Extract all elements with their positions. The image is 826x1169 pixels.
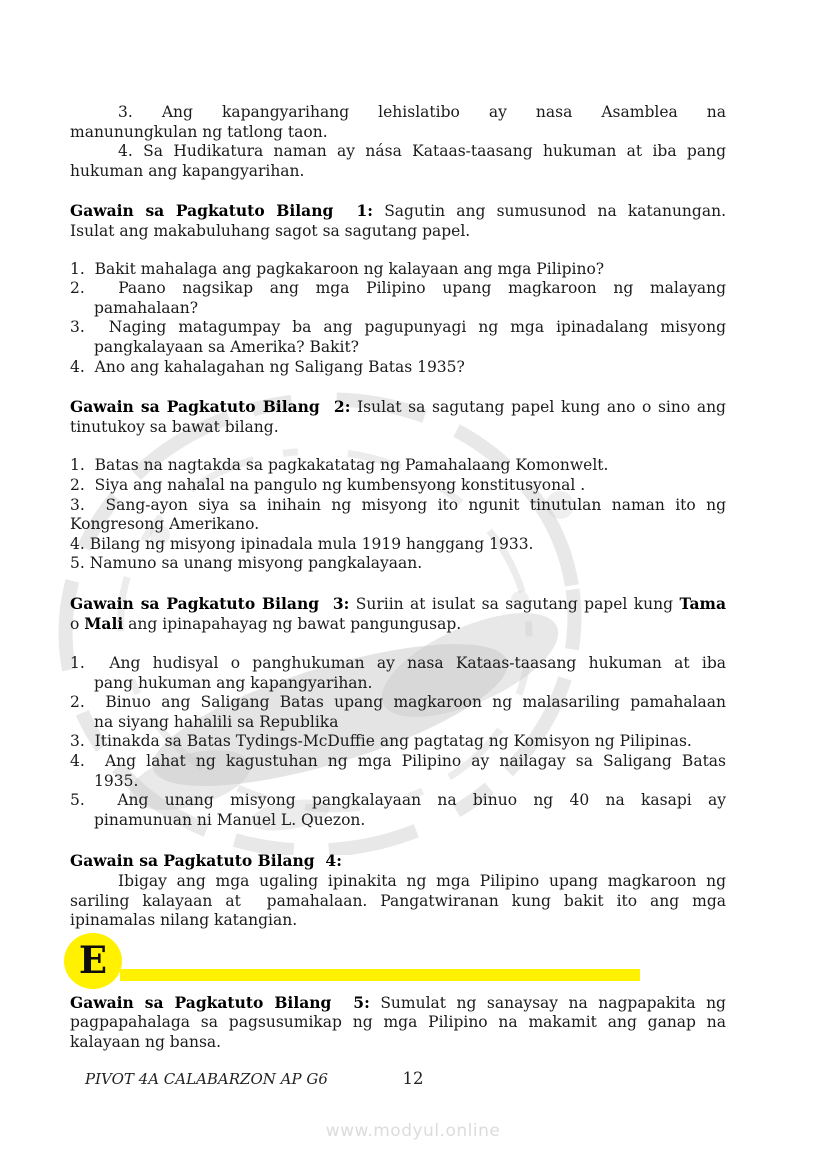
paragraph-line: ipinamalas nilang katangian. [70,911,298,930]
list-item-line: Kongresong Amerikano. [70,515,260,534]
list-item-line: 3. Itinakda sa Batas Tydings-McDuffie ang pagtatag ng Komisyon ng Pilipinas. [70,732,692,751]
intro-line: 3. Ang kapangyarihang lehislatibo ay nasa Asamblea na [118,103,726,121]
list-item-line: 4. Bilang ng misyong ipinadala mula 1919 hanggang 1933. [70,534,534,553]
e-marker-letter: E [78,938,108,983]
list-item-line: 1. Bakit mahalaga ang pagkakaroon ng kalayaan ang mga Pilipino? [70,259,605,278]
activity-heading-line: pagpapahalaga sa pagsusumikap ng mga Pilipino na makamit ang ganap na [70,1013,726,1032]
page-content [70,103,726,1053]
paragraph-line: sariling kalayaan at pamahalaan. Pangatwiranan kung bakit ito ang mga [70,891,726,910]
activity-1-heading [70,201,726,241]
list-item-line: 1. Ang hudisyal o panghukuman ay nasa Kataas-taasang hukuman at iba [70,654,726,673]
activity-1-list [70,260,726,378]
yellow-highlight-bar [120,969,640,981]
activity-4-heading [70,851,726,930]
paragraph-line: Ibigay ang mga ugaling ipinakita ng mga Pilipino upang magkaroon ng [118,872,726,890]
activity-2-list [70,456,726,574]
activity-heading-line: kalayaan ng bansa. [70,1032,222,1051]
list-item-line: 1935. [94,771,139,790]
list-item-line: pamahalaan? [94,298,199,317]
list-item-line: pang hukuman ang kapangyarihan. [94,673,373,692]
keyword-mali: Mali [84,614,124,634]
activity-heading-line [70,397,726,418]
site-watermark: www.modyul.online [325,1121,501,1141]
list-item-line: 3. Naging matagumpay ba ang pagupunyagi ng mga ipinadalang misyong [70,318,726,337]
footer-book-title: PIVOT 4A CALABARZON AP G6 [85,1070,328,1088]
list-item-line: 5. Namuno sa unang misyong pangkalayaan. [70,554,423,573]
activity-instruction: Sumulat ng sanaysay na nagpapakita ng [369,993,726,1012]
keyword-tama: Tama [679,593,726,613]
intro-line: manunungkulan ng tatlong taon. [70,122,328,141]
list-item-line: 4. Ang lahat ng kagustuhan ng mga Pilipino ay nailagay sa Saligang Batas [70,752,726,771]
list-item-line: 3. Sang-ayon siya sa inihain ng misyong ito ngunit tinutulan naman ito ng [70,495,726,514]
activity-title: Gawain sa Pagkatuto Bilang 2: [70,397,351,417]
activity-instruction: Sagutin ang sumusunod na katanungan. [373,202,726,221]
activity-heading-line: Isulat ang makabuluhang sagot sa sagutang papel. [70,221,471,240]
list-item-line: pangkalayaan sa Amerika? Bakit? [94,337,359,356]
activity-title: Gawain sa Pagkatuto Bilang 5: [70,992,370,1012]
activity-title: Gawain sa Pagkatuto Bilang 1: [70,201,374,221]
activity-heading-line [70,594,726,615]
activity-heading-line [70,201,726,222]
intro-paragraph [70,103,726,181]
activity-heading-line [70,993,726,1014]
list-item-line: 4. Ano ang kahalagahan ng Saligang Batas 1935? [70,357,465,376]
activity-instruction: o [70,615,85,634]
page-number: 12 [402,1069,424,1088]
activity-5-heading [70,993,726,1053]
activity-title: Gawain sa Pagkatuto Bilang 4: [70,851,342,871]
intro-line: hukuman ang kapangyarihan. [70,161,305,180]
activity-instruction: Isulat sa sagutang papel kung ano o sino ang [350,398,726,417]
section-marker-row [70,933,726,991]
activity-heading-line: tinutukoy sa bawat bilang. [70,417,279,436]
activity-2-heading [70,397,726,437]
activity-heading-line [70,851,726,872]
activity-heading-line [70,614,726,635]
activity-instruction: ang ipinapahayag ng bawat pangungusap. [123,615,462,634]
e-marker-badge [64,933,122,989]
activity-3-heading [70,594,726,635]
list-item-line: na siyang hahalili sa Republika [94,712,339,731]
list-item-line: 2. Siya ang nahalal na pangulo ng kumbensyong konstitusyonal . [70,475,586,494]
list-item-line: 5. Ang unang misyong pangkalayaan na binuo ng 40 na kasapi ay [70,791,726,810]
activity-instruction: Suriin at isulat sa sagutang papel kung [349,594,680,613]
activity-3-list [70,654,726,830]
list-item-line: 2. Paano nagsikap ang mga Pilipino upang magkaroon ng malayang [70,279,726,298]
intro-line: 4. Sa Hudikatura naman ay nása Kataas-taasang hukuman at iba pang [118,142,726,161]
list-item-line: 2. Binuo ang Saligang Batas upang magkaroon ng malasariling pamahalaan [70,693,726,712]
activity-title: Gawain sa Pagkatuto Bilang 3: [70,593,350,613]
list-item-line: 1. Batas na nagtakda sa pagkakatatag ng Pamahalaang Komonwelt. [70,456,609,475]
list-item-line: pinamunuan ni Manuel L. Quezon. [94,810,366,829]
